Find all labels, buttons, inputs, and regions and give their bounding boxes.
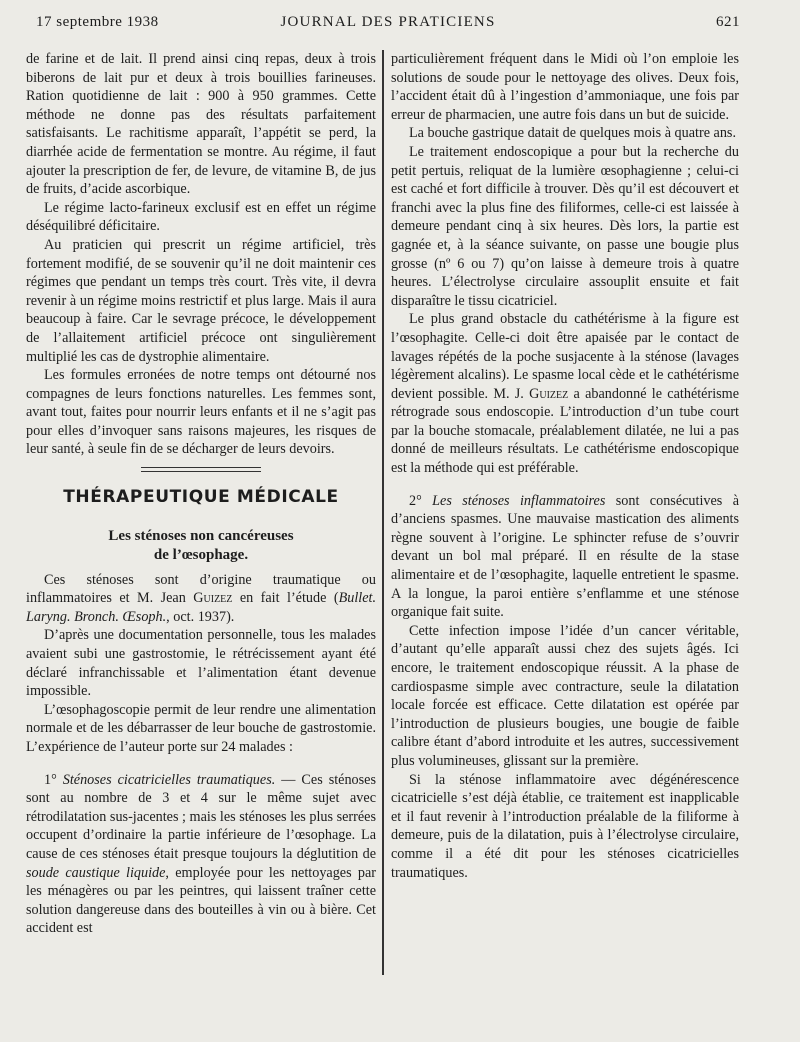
citation: Bullet. Laryng. Bronch. Œsoph. <box>26 590 376 625</box>
paragraph: Au praticien qui prescrit un régime artificiel, très fortement modifié, de se souvenir qu’il ne doit maintenir ces régimes que pendant un temps très court. Très vite, il devra revenir à un régime moins restrictif et plus large. Mais il aura beaucoup à faire. Car le sevrage précoce, le développement de l’allaitement artificiel précoce ont singulièrement multiplié les cas de dystrophie alimentaire. <box>26 236 376 365</box>
article-title-line-1: Les sténoses non cancéreuses <box>108 527 294 544</box>
header-date: 17 septembre 1938 <box>36 14 159 30</box>
author-name: Guizez <box>529 385 569 402</box>
section-title: THÉRAPEUTIQUE MÉDICALE <box>63 487 339 508</box>
paragraph: Ces sténoses sont d’origine traumatique ou inflammatoires et M. Jean Guizez en fait l’étude (Bullet. Laryng. Bronch. Œsoph., oct. 1937). <box>26 571 376 625</box>
paragraph: de farine et de lait. Il prend ainsi cinq repas, deux à trois biberons de lait pur et deux à trois bouillies farineuses. Ration quotidienne de lait : 900 à 950 grammes. Cette méthode ne donne pas des résultats parfaitement satisfaisants. Le rachitisme apparaît, l’appétit se perd, la diarrhée acide de fermentation se montre. Au régime, il faut ajouter la prescription de fer, de levure, de vitamine B, de jus de fruits, d’acide ascorbique. <box>26 51 376 198</box>
left-column <box>26 50 376 938</box>
page-number: 621 <box>716 14 740 30</box>
paragraph: L’œsophagoscopie permit de leur rendre une alimentation normale et de les débarrasser de leur bouche de gastrostomie. L’expérience de l’auteur porte sur 24 malades : <box>26 701 376 755</box>
paragraph: 2° Les sténoses inflammatoires sont consécutives à d’anciens spasmes. Une mauvaise mastication des aliments règne souvent à l’origine. Le sphincter refuse de s’ouvrir devant un bol mal préparé. Il en résulte de la stase alimentaire et de l’œsophagite, laquelle entretient le spasme. A la longue, la paroi entière s’enflamme et une sténose organique fait suite. <box>391 492 739 621</box>
paragraph: 1° Sténoses cicatricielles traumatiques. — Ces sténoses sont au nombre de 3 et 4 sur le même sujet avec rétrodilatation sus-jacentes ; mais les sténoses les plus serrées occupent d’ordinaire la partie inférieure de l’œsophage. La cause de ces sténoses était presque toujours la déglutition de soude caustique liquide, employée pour les nettoyages par les ménagères ou par les peintres, qui laissent traîner cette solution dangereuse dans des bouteilles à vin ou à bière. Cet accident est <box>26 771 376 937</box>
paragraph: Les formules erronées de notre temps ont détourné nos compagnes de leurs fonctions naturelles. Les femmes sont, avant tout, faites pour nourrir leurs enfants et il ne s’agit pas pour elles d’invoquer sans raisons majeures, les risques de leur santé, à seule fin de se décharger de leurs devoirs. <box>26 367 376 458</box>
running-header <box>36 14 740 36</box>
article-title <box>26 527 376 565</box>
journal-title: JOURNAL DES PRATICIENS <box>280 14 496 30</box>
author-name: Guizez <box>193 590 233 607</box>
paragraph: La bouche gastrique datait de quelques mois à quatre ans. <box>409 125 736 142</box>
subheading: Sténoses cicatricielles traumatiques. <box>62 771 276 788</box>
paragraph: Cette infection impose l’idée d’un cancer véritable, d’autant qu’elle apparaît aussi chez des sujets âgés. Ici encore, le traitement endoscopique réussit. A la phase de cardiospasme simple avec contracture, seule la dilatation locale forcée est efficace. Cette dilatation est opérée par l’introduction de plusieurs bougies, une bougie de faible calibre étant d’abord introduite et les autres, successivement plus volumineuses, glissant sur la première. <box>391 622 739 769</box>
paragraph: D’après une documentation personnelle, tous les malades avaient subi une gastrostomie, le rétrécissement ayant été déclaré infranchissable et l’alimentation étant devenue impossible. <box>26 627 376 700</box>
paragraph: Le traitement endoscopique a pour but la recherche du petit pertuis, reliquat de la lumière œsophagienne ; celui-ci est caché et fort difficile à trouver. Dès qu’il est découvert et franchi avec la plus fine des filiformes, celle-ci est laissée à demeure pendant cinq à six heures. Dès lors, la partie est gagnée et, à la séance suivante, on passe une bougie plus grosse (nº 6 ou 7) qu’on laisse à demeure trois à quatre heures. L’électrolyse circulaire assouplit ensuite et fait disparaître le tissu cicatriciel. <box>391 143 739 309</box>
subheading: Les sténoses inflammatoires <box>432 492 606 509</box>
paragraph: Le plus grand obstacle du cathétérisme à la figure est l’œsophagite. Celle-ci doit être apaisée par le contact de lavages répétés de la poche susjacente à la sténose (lavages légèrement alcalins). Le spasme local cède et le cathétérisme devient possible. M. J. Guizez a abandonné le cathétérisme rétrograde sous endoscopie. L’introduction d’un tube court par la bouche stomacale, préalablement dilatée, ne lui a pas donné de meilleurs résultats. Le cathétérisme endoscopique est la méthode qui est préférable. <box>391 311 739 477</box>
emphasis: soude caustique liquide <box>26 864 166 881</box>
paragraph: Si la sténose inflammatoire avec dégénérescence cicatricielle s’est déjà établie, ce traitement est inapplicable et il faut revenir à l’introduction préalable de la filiforme à demeure, puis de la dilatation, puis à l’électrolyse circulaire, comme il a été dit pour les sténoses cicatricielles traumatiques. <box>391 771 739 881</box>
column-rule <box>382 50 384 975</box>
section-divider <box>141 467 261 472</box>
right-column <box>391 50 739 882</box>
paragraph: Le régime lacto-farineux exclusif est en effet un régime déséquilibré déficitaire. <box>26 199 376 235</box>
article-title-line-2: de l’œsophage. <box>153 546 249 563</box>
paragraph: particulièrement fréquent dans le Midi où l’on emploie les solutions de soude pour le nettoyage des olives. Deux fois, l’accident était dû à l’ingestion d’ammoniaque, une fois par erreur de pharmacien, une autre fois dans un but de suicide. <box>391 51 739 123</box>
